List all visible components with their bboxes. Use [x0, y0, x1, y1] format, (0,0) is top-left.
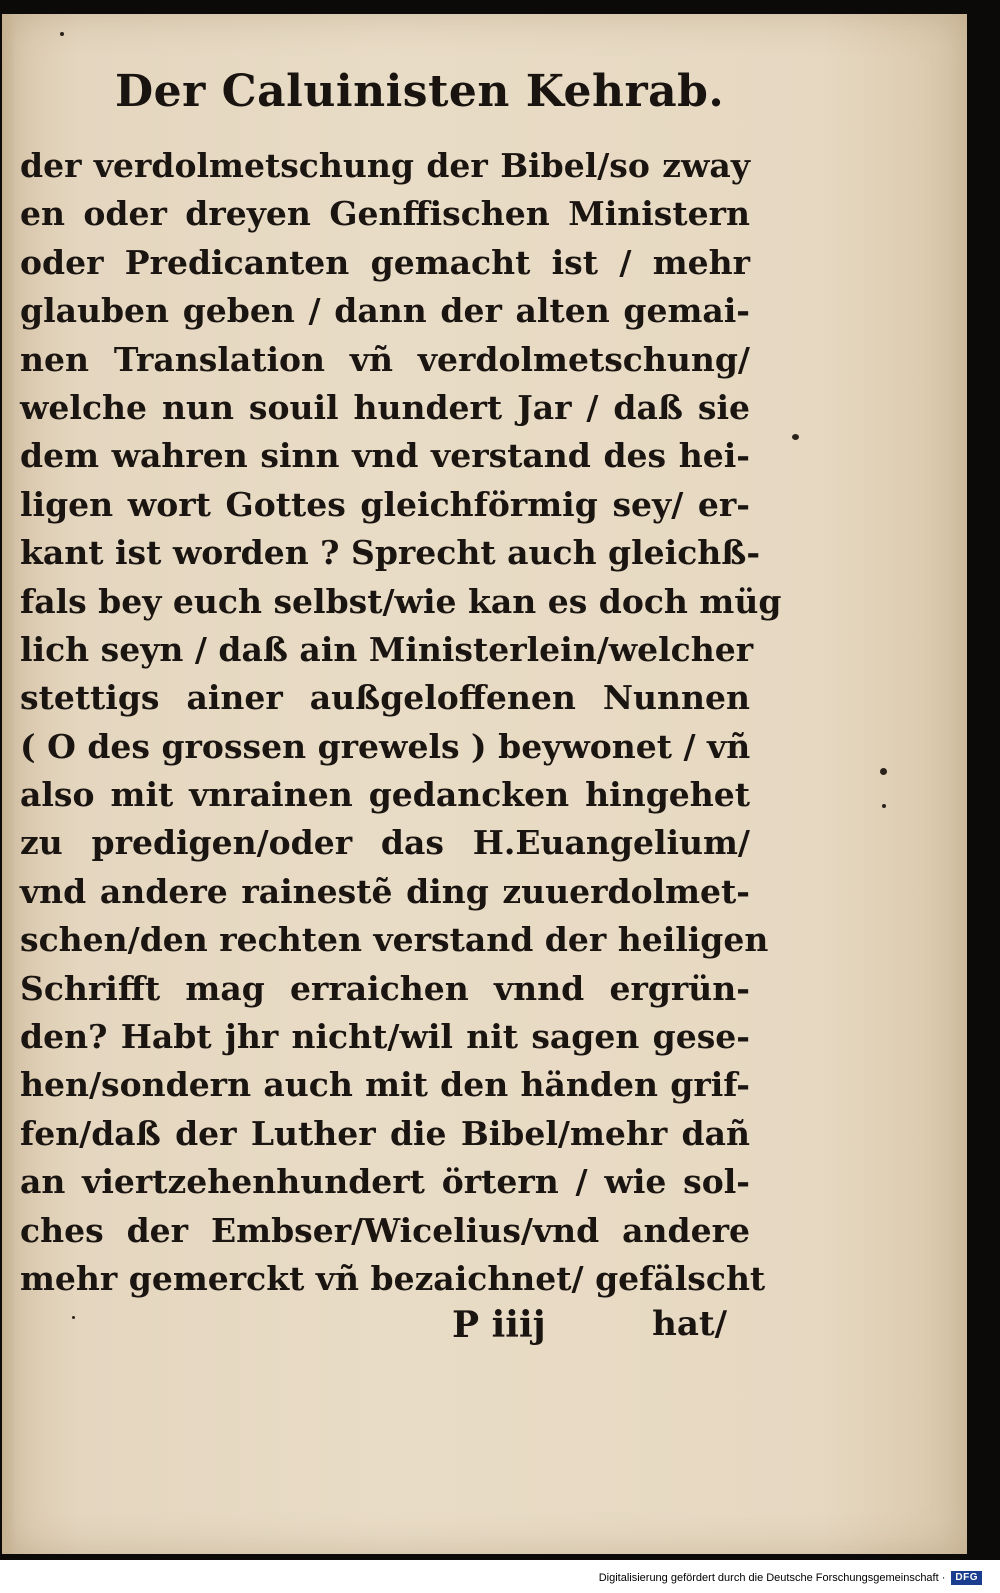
- running-head: Der Caluinisten Kehrab.: [115, 66, 725, 117]
- text-line: also mit vnrainen gedancken hingehet: [20, 775, 750, 815]
- text-line: vnd andere rainestẽ ding zuuerdolmet-: [20, 871, 750, 911]
- text-line: fen/daß der Luther die Bibel/mehr dañ: [20, 1113, 750, 1153]
- text-line: en oder dreyen Genffischen Ministern: [20, 194, 750, 234]
- text-line: fals bey euch selbst/wie kan es doch müg: [20, 581, 782, 621]
- text-line: dem wahren sinn vnd verstand des hei-: [20, 436, 750, 476]
- ink-speck: [882, 804, 886, 808]
- body-text: [20, 142, 782, 1303]
- text-line: hen/sondern auch mit den händen grif-: [20, 1065, 750, 1105]
- text-line: stettigs ainer außgeloffenen Nunnen: [20, 678, 750, 718]
- text-line: Schrifft mag erraichen vnnd ergrün-: [20, 968, 750, 1008]
- text-line: schen/den rechten verstand der heiligen: [20, 920, 769, 960]
- digitization-credit: [599, 1569, 982, 1587]
- ink-speck: [72, 1316, 75, 1319]
- text-line: ( O des grossen grewels ) beywonet / vñ: [20, 726, 751, 766]
- dfg-logo: DFG: [951, 1571, 982, 1585]
- ink-speck: [880, 768, 887, 775]
- catchword: hat/: [652, 1304, 727, 1344]
- signature-mark: P iiij: [452, 1304, 546, 1346]
- book-page: [2, 14, 967, 1554]
- text-line: an viertzehenhundert örtern / wie sol-: [20, 1162, 750, 1202]
- text-line: nen Translation vñ verdolmetschung/: [20, 339, 750, 379]
- text-line: mehr gemerckt vñ bezaichnet/ gefälscht: [20, 1258, 766, 1298]
- ink-speck: [60, 32, 64, 36]
- text-line: ches der Embser/Wicelius/vnd andere: [20, 1210, 750, 1250]
- page-foot: [452, 1304, 727, 1352]
- ink-speck: [792, 434, 799, 440]
- text-line: welche nun souil hundert Jar / daß sie: [20, 387, 750, 427]
- text-line: glauben geben / dann der alten gemai-: [20, 291, 750, 331]
- text-line: lich seyn / daß ain Ministerlein/welcher: [20, 629, 754, 669]
- text-line: ligen wort Gottes gleichförmig sey/ er-: [20, 484, 750, 524]
- text-line: oder Predicanten gemacht ist / mehr: [20, 242, 750, 282]
- text-line: kant ist worden ? Sprecht auch gleichß-: [20, 533, 761, 573]
- text-line: der verdolmetschung der Bibel/so zway: [20, 146, 750, 185]
- page-gutter-shadow: [2, 14, 16, 1554]
- text-line: zu predigen/oder das H.Euangelium/: [20, 823, 750, 863]
- text-line: den? Habt jhr nicht/wil nit sagen gese-: [20, 1017, 750, 1057]
- credit-text: Digitalisierung gefördert durch die Deutsche Forschungsgemeinschaft ·: [598, 1572, 946, 1584]
